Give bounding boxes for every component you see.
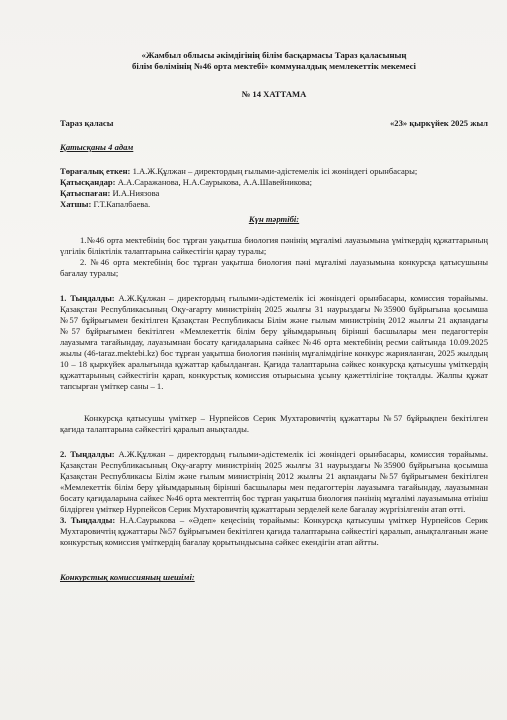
section-1 — [60, 293, 488, 393]
protocol-date: «23» қыркүйек 2025 жыл — [390, 117, 488, 128]
agenda-item: 1.№46 орта мектебінің бос тұрған уақытша биология пәнінің мұғалімі лауазымына үміткердің құжаттарының үлгілік біліктілік талаптарына сәйкестігін қарау туралы; — [60, 235, 488, 257]
secretary-value: Г.Т.Капалбаева. — [91, 198, 151, 209]
attendance-count: Қатысқаны 4 адам — [60, 141, 134, 152]
section-2-label: 2. Тыңдалды: — [60, 448, 115, 459]
absent-value: И.А.Ниязова — [110, 187, 160, 198]
chair-value: 1.А.Ж.Құлжан – директордың ғылыми-әдістемелік ісі жөніндегі орынбасары; — [130, 165, 418, 176]
section-2-text: А.Ж.Құлжан – директордың ғылыми-әдістемелік ісі жөніндегі орынбасары, комиссия төрайымы. Қазақстан Республикасының Оқу-ағарту министрінің 2025 жылғы 31 наурыздағы №35900 бұйрығына қосымша Қазақстан Республикасы Білім және ғылым министрінің 2012 жылғы 21 ақпандағы №57 бұйрығымен бекітілген «Мемлекеттік білім беру ұйымдарының бірінші басшылары мен педагогтерін лауазымға тағайындау, лауазымнан босату қағидаларына сәйкес №46 орта мектептің бос тұрған уақытша биология пәнінің мұғалімі лауазымына өтініш білдірген үміткер Нурпейсов Серик Мухтаровичтің құжаттарын зерделей келе бағалау жүргізілгенін атап өтті. — [60, 448, 488, 515]
members-line — [60, 177, 488, 188]
organization-name-line1: «Жамбыл облысы әкімдігінің білім басқармасы Тараз қаласының — [141, 50, 407, 60]
absent-line — [60, 188, 488, 199]
agenda-list — [60, 235, 488, 279]
section-1-label: 1. Тыңдалды: — [60, 292, 115, 303]
section-3-text: Н.А.Саурыкова – «Әдеп» кеңесінің төрайымы: Конкурсқа қатысушы үміткер Нурпейсов Серик Мухтаровичтің құжаттары №57 бұйрығымен бекітілген қағида талаптарына сәйкестігі қаралып, анықталғанын және конкурстық комиссия үміткердің бағалау қорытындысына сәйкес екендігін атап айтты. — [60, 515, 488, 548]
members-label: Қатысқандар: — [60, 176, 116, 187]
agenda-title: Күн тәртібі: — [248, 214, 300, 225]
members-value: А.А.Саражанова, Н.А.Саурыкова, А.А.Шавейникова; — [115, 176, 313, 187]
chair-line — [60, 166, 488, 177]
document-body — [60, 50, 488, 584]
commission-decision-title: Конкурстық комиссияның шешімі: — [60, 572, 195, 583]
protocol-number: № 14 ХАТТАМА — [241, 89, 307, 100]
participants-block — [60, 166, 488, 210]
agenda-item: 2. №46 орта мектебінің бос тұрған уақытша биология пәні мұғалімі лауазымына конкурсқа қатысушыны бағалау туралы; — [60, 257, 488, 279]
section-2 — [60, 449, 488, 516]
city-date-row — [60, 118, 488, 129]
organization-name-line2: білім бөлімінің №46 орта мектебі» коммуналдық мемлекеттік мекемесі — [132, 61, 416, 72]
section-1-text: А.Ж.Құлжан – директордың ғылыми-әдістемелік ісі жөніндегі орынбасары, комиссия төрайымы. Қазақстан Республикасының Оқу-ағарту министрінің 2025 жылғы 31 наурыздағы №35900 бұйрығына қосымша №57 бұйрығымен бекітілген Қазақстан Республикасы Білім және ғылым министрінің 2012 жылғы 21 ақпандағы №57 бұйрығымен бекітілген «Мемлекеттік білім беру ұйымдарының бірінші басшылары мен педагогтерін лауазымға тағайындау, лауазымнан босату қағидаларына сәйкес №46 орта мектебінің ресми сайтында 10.09.2025 жылы (46-taraz.mektebi.kz) бос тұрған уақытша биология пәнінің мұғалімдігіне конкурс жарияланған, 2025 жылдың 10 – 18 қыркүйек аралығында құжаттар қабылданған. Қағида талаптарына сәйкес конкурсқа қатысушы үміткердің құжаттарының сәйкестігін қарап, конкурстық комиссия отырысына ұсыну қажеттілігіне тоқталды. Жалпы құжат тапсырған үміткер саны – 1. — [60, 292, 488, 392]
chair-label: Төрағалық еткен: — [60, 165, 131, 176]
city: Тараз қаласы — [60, 117, 114, 128]
candidate-paragraph: Конкурсқа қатысушы үміткер – Нурпейсов Серик Мухтаровичтің құжаттары №57 бұйрықпен бекітілген қағида талаптарына сәйкестігі қаралып анықталды. — [60, 413, 488, 435]
absent-label: Қатыспаған: — [60, 187, 111, 198]
secretary-line — [60, 199, 488, 210]
section-3-label: 3. Тыңдалды: — [60, 515, 116, 526]
section-3 — [60, 515, 488, 548]
secretary-label: Хатшы: — [60, 198, 92, 209]
